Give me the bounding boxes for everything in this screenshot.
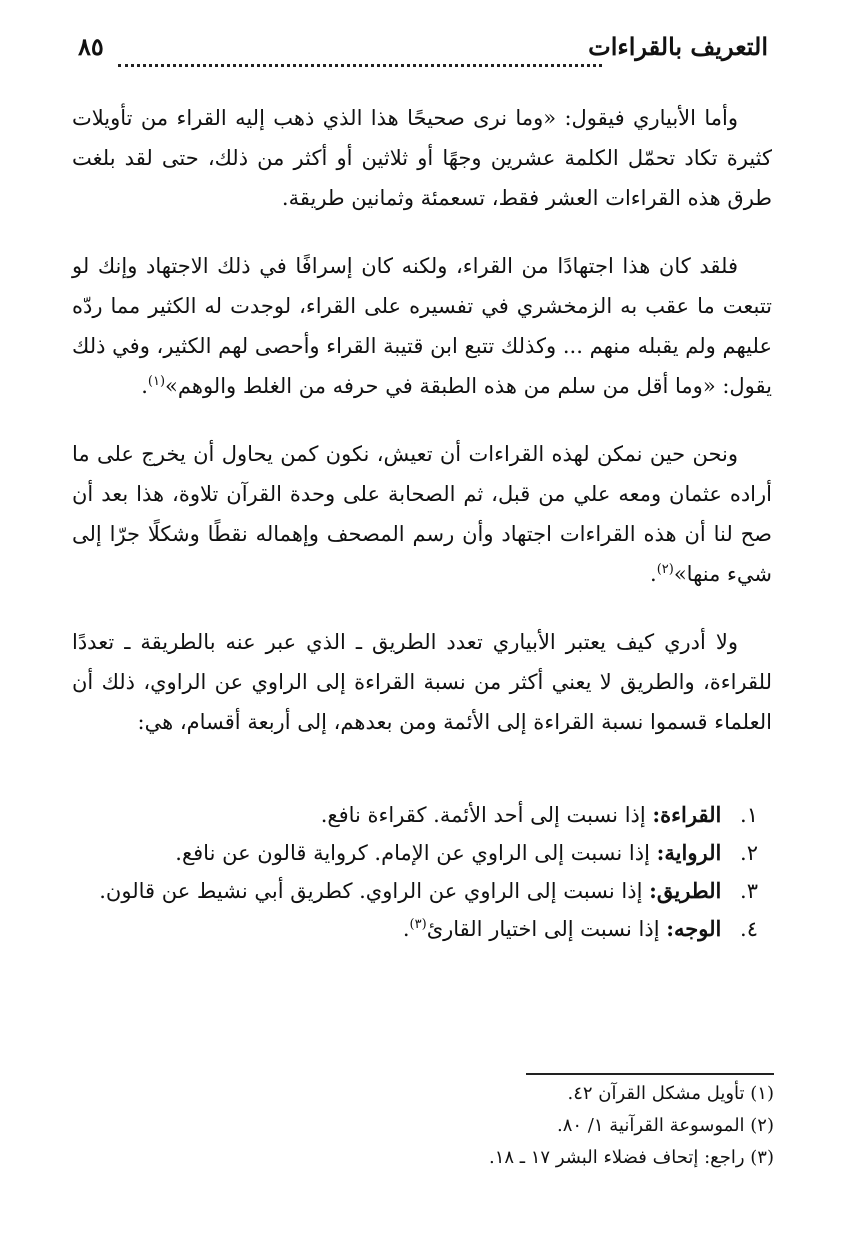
list-number: ٢. — [740, 841, 758, 865]
list-number: ٣. — [740, 879, 758, 903]
paragraph: وأما الأبياري فيقول: «وما نرى صحيحًا هذا الذي ذهب إليه القراء من تأويلات كثيرة تكاد تحمّل الكلمة عشرين وجهًا أو ثلاثين أو أكثر من ذلك، حتى لقد بلغت طرق هذه القراءات العشر فقط، تسعمئة وثمانين طريقة. — [72, 106, 772, 210]
definition-term: الرواية: — [656, 840, 722, 865]
footnote-ref[interactable]: (٣) — [409, 917, 427, 932]
footnote-ref[interactable]: (٢) — [656, 562, 674, 577]
running-header — [78, 30, 768, 76]
definition-text: إذا نسبت إلى اختيار القارئ — [426, 917, 660, 941]
list-item — [72, 872, 758, 910]
definition-term: الوجه: — [666, 916, 722, 941]
list-item — [72, 834, 758, 872]
definition-text: إذا نسبت إلى الراوي عن الإمام. كرواية قالون عن نافع. — [175, 841, 650, 865]
list-item: ٤. الوجه: إذا نسبت إلى اختيار القارئ$^{(٣)}$. — [72, 910, 758, 948]
definition-text: إذا نسبت إلى أحد الأئمة. كقراءة نافع. — [320, 803, 646, 827]
definition-term: القراءة: — [652, 802, 722, 827]
footnote: (١) تأويل مشكل القرآن ٤٢. — [567, 1083, 774, 1104]
footnote: (٢) الموسوعة القرآنية ١/ ٨٠. — [556, 1115, 774, 1136]
definition-text: إذا نسبت إلى الراوي عن الراوي. كطريق أبي نشيط عن قالون. — [99, 879, 643, 903]
definition-term: الطريق: — [649, 878, 722, 903]
paragraph: ولا أدري كيف يعتبر الأبياري تعدد الطريق ـ الذي عبر عنه بالطريقة ـ تعددًا للقراءة، والطريق لا يعني أكثر من نسبة القراءة إلى الراوي عن الراوي، ذلك أن العلماء قسموا نسبة القراءة إلى الأئمة ومن بعدهم، إلى أربعة أقسام، هي: — [72, 630, 772, 734]
definition-list — [72, 796, 758, 948]
list-item — [72, 796, 758, 834]
body-text — [72, 98, 772, 770]
running-title: التعريف بالقراءات — [588, 32, 768, 61]
leader-dots — [118, 64, 602, 67]
list-number: ١. — [740, 803, 758, 827]
list-number: ٤. — [740, 917, 758, 941]
footnotes — [72, 1078, 774, 1174]
paragraph: فلقد كان هذا اجتهادًا من القراء، ولكنه كان إسرافًا في ذلك الاجتهاد وإنك لو تتبعت ما عقب به الزمخشري في تفسيره على القراء، لوجدت له الكثير مما ردّه عليهم ولم يقبله منهم ... وكذلك تتبع ابن قتيبة القراء وأحصى لهم الكثير، وفي ذلك يقول: «وما أقل من سلم من هذه الطبقة في حرفه من الغلط والوهم»$^{(١)}$. — [72, 254, 772, 398]
footnote-ref[interactable]: (١) — [147, 374, 166, 389]
footnote-separator — [526, 1073, 774, 1075]
paragraph: ونحن حين نمكن لهذه القراءات أن تعيش، نكون كمن يحاول أن يخرج على ما أراده عثمان ومعه علي من قبل، ثم الصحابة على وحدة القرآن تلاوة، هذا بعد أن صح لنا أن هذه القراءات اجتهاد وأن رسم المصحف وإهماله نقطًا وشكلًا جرّا إلى شيء منها»$^{(٢)}$. — [72, 442, 772, 586]
footnote: (٣) راجع: إتحاف فضلاء البشر ١٧ ـ ١٨. — [488, 1147, 774, 1168]
page-number: ٨٥ — [78, 32, 104, 61]
